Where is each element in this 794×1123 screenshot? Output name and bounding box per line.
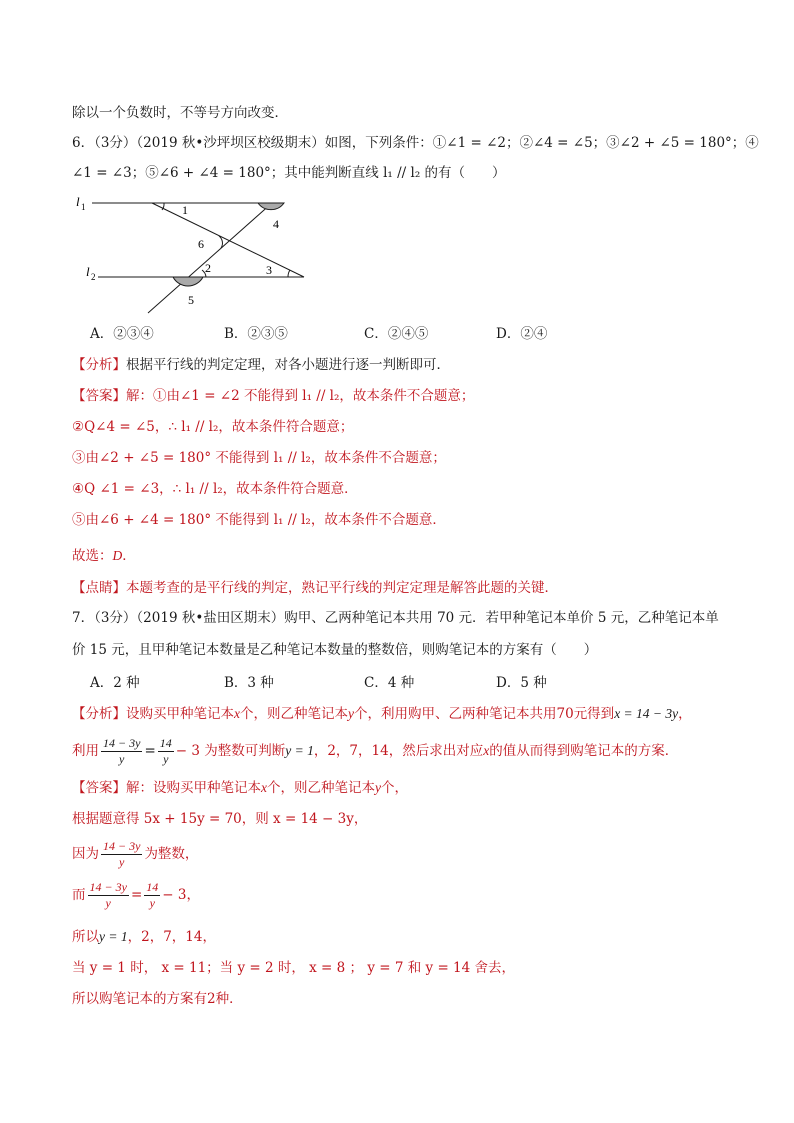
q7-option-d: D．5 种 [496,675,547,691]
comment-tag: 【点睛】 [72,580,126,596]
q6-answer-3: ③由∠2 + ∠5 = 180° 不能得到 l₁ // l₂，故本条件不合题意； [72,450,446,466]
answer-text: 而 [72,887,86,903]
analysis-text: 然后求出对应 [402,743,484,759]
q7-analysis-1 [72,704,692,724]
q7-answer-7 [72,989,243,1009]
q6-option-c: C．②④⑤ [364,326,429,342]
q7-answer-4 [72,877,200,913]
label-l1: l [76,194,80,209]
answer-text: 因为 [72,846,99,862]
fraction: $\frac{14}{y}$ [159,736,172,766]
q6-option-d: D．②④ [496,326,548,342]
equation: x = 14 − 3y [614,706,679,721]
question-6-stem-cont: ∠1 = ∠3；⑤∠6 + ∠4 = 180°；其中能判断直线 l₁ // l₂ 的有（ ） [72,165,506,181]
answer-text: − 3， [162,887,200,903]
parallel-lines-figure [72,190,322,320]
label-l1-sub: 1 [81,202,86,212]
answer-text: 个， [381,780,408,796]
q6-option-b: B．②③⑤ [224,326,288,342]
choice-end: ． [122,548,136,564]
answer-tag: 【答案】 [72,388,126,404]
analysis-number: 70 [556,706,574,722]
choice-value: D [112,548,123,563]
fraction: $\frac{14}{y}$ [146,880,159,910]
analysis-text: − 3 为整数可判断 [175,743,286,759]
analysis-tag: 【分析】 [72,706,126,722]
q7-analysis-2 [72,733,678,769]
angle-2-label: 2 [205,261,211,275]
analysis-text: 元得到 [573,706,615,722]
answer-text: 种． [215,991,243,1007]
q7-answer-3 [72,836,198,872]
angle-3-label: 3 [266,263,272,277]
angle-5-label: 5 [188,293,194,307]
q7-option-c: C．4 种 [364,675,415,691]
answer-text: 所以 [72,929,99,945]
answer-text: 解：①由∠1 = ∠2 不能得到 l₁ // l₂，故本条件不合题意； [126,388,475,404]
question-7-stem-cont: 价 15 元，且甲种笔记本数量是乙种笔记本数量的整数倍，则购笔记本的方案有（ ） [72,642,598,658]
analysis-text: 个，则乙种笔记本 [240,706,348,722]
angle-4-label: 4 [273,217,279,231]
answer-number: 2 [207,991,216,1007]
fraction: $\frac{14 - 3y}{y}$ [103,839,141,869]
equals-sign: = [130,887,143,903]
fraction: $\frac{14 - 3y}{y}$ [89,880,127,910]
q6-answer-1 [72,386,474,406]
q7-answer-2: 根据题意得 5x + 15y = 70，则 x = 14 − 3y， [72,811,368,827]
question-6-stem: 6．（3分）（2019 秋•沙坪坝区校级期末）如图，下列条件：①∠1 = ∠2；②∠4 = ∠5；③∠2 + ∠5 = 180°；④ [72,135,759,151]
analysis-text: 的值从而得到购笔记本的方案． [489,743,679,759]
angle-5-arc [173,277,203,286]
label-l2: l [86,264,90,279]
fraction: $\frac{14 - 3y}{y}$ [103,736,141,766]
q6-answer-2: ②Q∠4 = ∠5，∴ l₁ // l₂，故本条件符合题意； [72,419,354,435]
q7-option-a: A．2 种 [90,675,140,691]
transversal-a [152,203,304,277]
analysis-tag: 【分析】 [72,357,126,373]
angle-4-arc [258,203,284,210]
answer-tag: 【答案】 [72,780,126,796]
transversal-b [148,203,272,313]
text-line: 除以一个负数时，不等号方向改变． [72,105,288,121]
equation: y = 1 [99,929,128,944]
q6-answer-5: ⑤由∠6 + ∠4 = 180° 不能得到 l₁ // l₂，故本条件不合题意． [72,512,446,528]
angle-6-arc [219,236,222,248]
var-y: y [348,706,354,721]
answer-text: 个，则乙种笔记本 [267,780,375,796]
q7-answer-6: 当 y = 1 时， x = 11；当 y = 2 时， x = 8 ； y = 7 和 y = 14 舍去， [72,960,516,976]
equation: y = 1 [285,743,314,758]
q6-answer-4: ④Q ∠1 = ∠3，∴ l₁ // l₂，故本条件符合题意． [72,481,358,497]
q7-option-b: B．3 种 [224,675,274,691]
analysis-text: ， [678,706,692,722]
answer-text: 解：设购买甲种笔记本 [126,780,261,796]
question-7-stem: 7．（3分）（2019 秋•盐田区期末）购甲、乙两种笔记本共用 70 元．若甲种笔记本单价 5 元，乙种笔记本单 [72,610,719,626]
answer-text: ，2，7，14， [127,929,216,945]
q7-answer-1 [72,778,408,798]
answer-text: 为整数， [144,846,199,862]
q6-option-a: A．②③④ [90,326,154,342]
q6-analysis [72,355,450,375]
analysis-text: 设购买甲种笔记本 [126,706,234,722]
equals-sign: = [144,743,156,759]
answer-text: 所以购笔记本的方案有 [72,991,207,1007]
q7-answer-5 [72,927,216,947]
comment-text: 本题考查的是平行线的判定，熟记平行线的判定定理是解答此题的关键． [126,580,558,596]
choice-label: 故选： [72,548,113,564]
analysis-text: 个，利用购甲、乙两种笔记本共用 [354,706,557,722]
analysis-text: 根据平行线的判定定理，对各小题进行逐一判断即可． [126,357,450,373]
var-y: y [375,780,381,795]
q6-choice [72,546,136,566]
analysis-text: 利用 [72,743,99,759]
analysis-text: ，2，7，14， [313,743,403,759]
label-l2-sub: 2 [91,272,96,282]
var-x: x [483,743,490,758]
angle-6-label: 6 [198,237,204,251]
var-x: x [234,706,240,721]
angle-1-label: 1 [182,203,188,217]
var-x: x [261,780,267,795]
q6-comment [72,578,558,598]
angle-3-arc [288,270,290,277]
